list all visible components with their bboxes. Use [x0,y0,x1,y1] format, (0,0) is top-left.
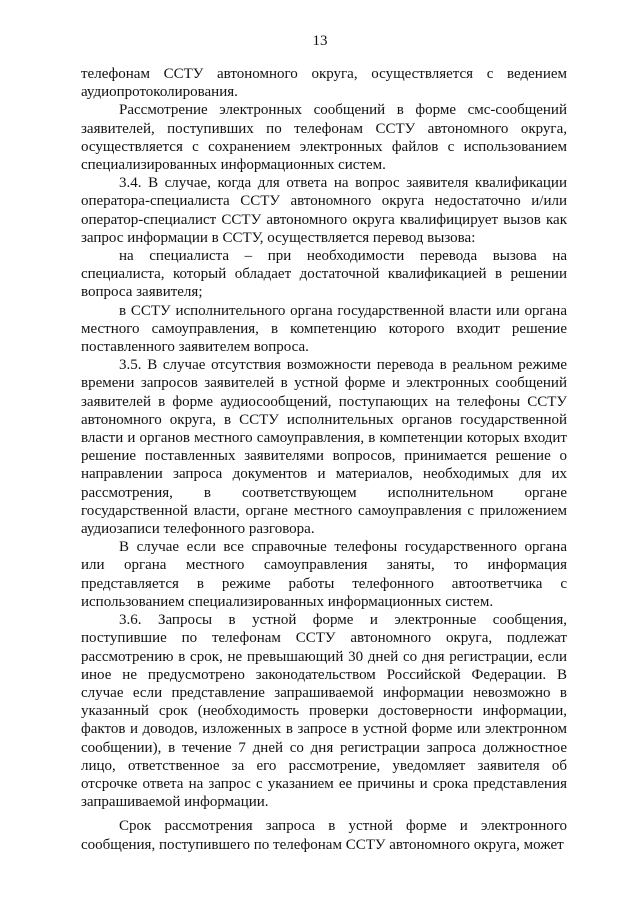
paragraph-transfer-to-authority: в ССТУ исполнительного органа государственной власти или органа местного самоуправления, в компетенцию которого входит решение поставленного заявителем вопроса. [81,302,567,356]
paragraph-transfer-to-specialist: на специалиста – при необходимости перевода вызова на специалиста, который обладает достаточной квалификацией в решении вопроса заявителя; [81,248,567,301]
paragraph-sms-review: Рассмотрение электронных сообщений в форме смс-сообщений заявителей, поступивших по телефонам ССТУ автономного округа, осуществляется с сохранением электронных файлов с использованием специализированных информационных систем. [81,102,567,174]
document-body [81,65,567,854]
paragraph-review-period: Срок рассмотрения запроса в устной форме и электронного сообщения, поступившего по телефонам ССТУ автономного округа, может [81,818,567,853]
paragraph-continuation: телефонам ССТУ автономного округа, осуществляется с ведением аудиопротоколирования. [81,66,567,101]
paragraph-section-3-5: 3.5. В случае отсутствия возможности перевода в реальном режиме времени запросов заявителей в устной форме и электронных сообщений заявителей в форме аудиосообщений, поступающих на телефоны ССТУ автономного округа, в ССТУ исполнительных органов государственной власти и органов местного самоуправления, в компетенции которых входит решение поставленных заявителями вопросов, принимается решение о направлении запроса документов и материалов, необходимых для их рассмотрения, в соответствующем исполнительном органе государственной власти, органе местного самоуправления с приложением аудиозаписи телефонного разговора. [81,357,567,538]
paragraph-section-3-4: 3.4. В случае, когда для ответа на вопрос заявителя квалификации оператора-специалиста ССТУ автономного округа недостаточно и/или оператор-специалист ССТУ автономного округа квалифицирует вызов как запрос информации в ССТУ, осуществляется перевод вызова: [81,175,567,246]
paragraph-section-3-6: 3.6. Запросы в устной форме и электронные сообщения, поступившие по телефонам ССТУ автономного округа, подлежат рассмотрению в срок, не превышающий 30 дней со дня регистрации, если иное не предусмотрено законодательством Российской Федерации. В случае если представление запрашиваемой информации невозможно в указанный срок (необходимость проверки достоверности информации, фактов и доводов, изложенных в запросе в устной форме или электронном сообщении), в течение 7 дней со дня регистрации запроса должностное лицо, ответственное за его рассмотрение, уведомляет заявителя об отсрочке ответа на запрос с указанием ее причины и срока представления запрашиваемой информации. [81,612,567,811]
paragraph-busy-phones: В случае если все справочные телефоны государственного органа или органа местного самоуправления заняты, то информация представляется в режиме работы телефонного автоответчика с использованием специализированных информационных систем. [81,539,567,610]
page-number: 13 [312,33,328,49]
